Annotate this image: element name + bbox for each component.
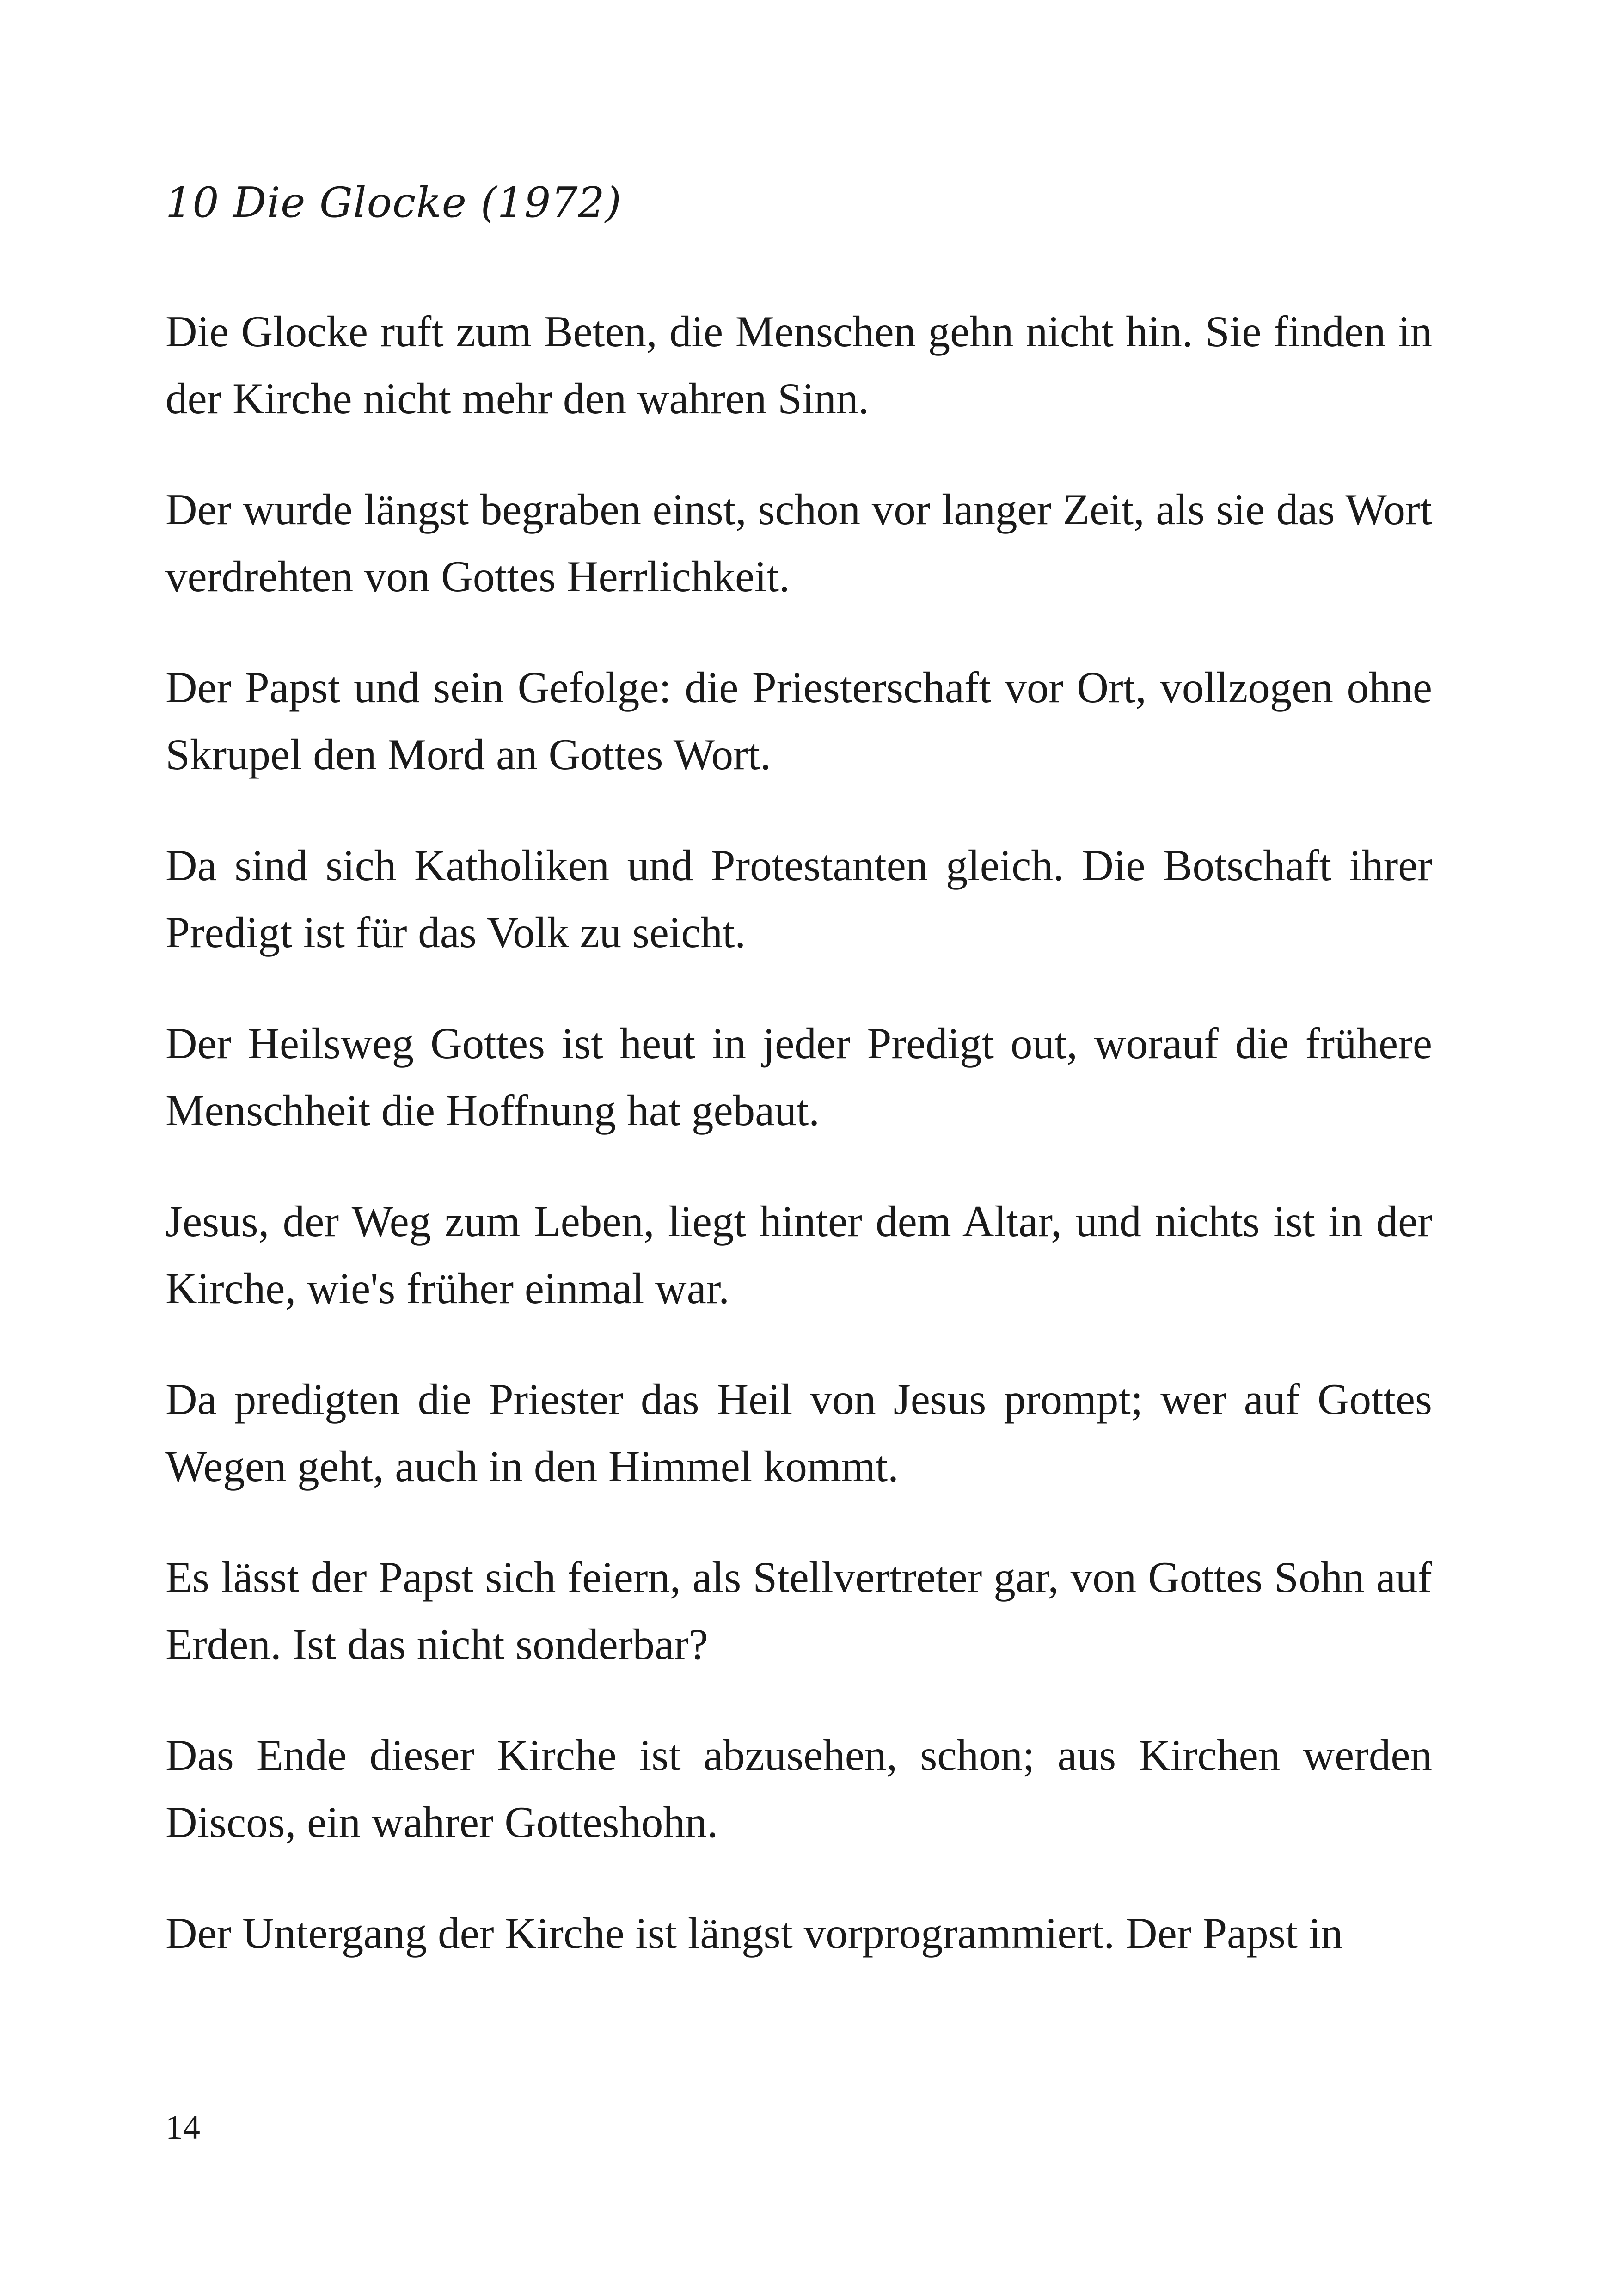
stanza-8: Es lässt der Papst sich feiern, als Stellvertreter gar, von Gottes Sohn auf Erden. Ist das nicht sonderbar?: [165, 1553, 1432, 1669]
stanza-4: Da sind sich Katholiken und Protestanten gleich. Die Botschaft ihrer Predigt ist für das Volk zu seicht.: [165, 841, 1432, 957]
poem-body: [165, 298, 1432, 2011]
stanza-3: Der Papst und sein Gefolge: die Priesterschaft vor Ort, vollzogen ohne Skrupel den Mord an Gottes Wort.: [165, 663, 1432, 779]
stanza-10: Der Untergang der Kirche ist längst vorprogrammiert. Der Papst in: [165, 1909, 1343, 1958]
stanza-2: Der wurde längst begraben einst, schon vor langer Zeit, als sie das Wort verdrehten von Gottes Herrlichkeit.: [165, 485, 1432, 601]
stanza-6: Jesus, der Weg zum Leben, liegt hinter dem Altar, und nichts ist in der Kirche, wie's früher einmal war.: [165, 1197, 1432, 1313]
stanza-9: Das Ende dieser Kirche ist abzusehen, schon; aus Kirchen werden Discos, ein wahrer Gotteshohn.: [165, 1731, 1432, 1847]
stanza-1: Die Glocke ruft zum Beten, die Menschen gehn nicht hin. Sie finden in der Kirche nicht mehr den wahren Sinn.: [165, 307, 1432, 423]
chapter-title: 10 Die Glocke (1972): [165, 178, 622, 227]
page-number: 14: [165, 2108, 200, 2147]
stanza-5: Der Heilsweg Gottes ist heut in jeder Predigt out, worauf die frühere Menschheit die Hoffnung hat gebaut.: [165, 1019, 1432, 1135]
stanza-7: Da predigten die Priester das Heil von Jesus prompt; wer auf Gottes Wegen geht, auch in den Himmel kommt.: [165, 1375, 1432, 1491]
